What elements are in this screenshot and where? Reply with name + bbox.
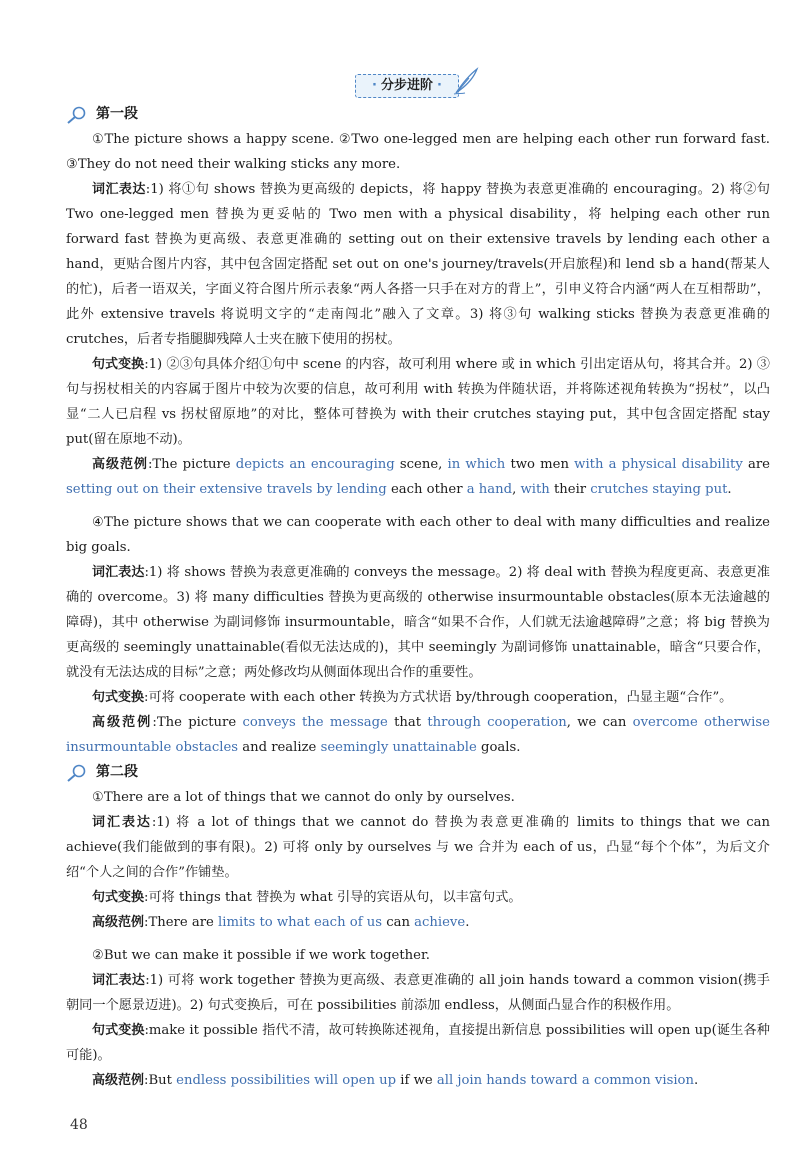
original-sentences: ①The picture shows a happy scene. ②Two one-legged men are helping each other run forward fast. ③They do not need their walking sticks any more.: [66, 132, 770, 172]
example-text: scene,: [394, 457, 448, 472]
example-text: are: [742, 457, 770, 472]
example-highlight: crutches staying put: [590, 482, 728, 497]
example-highlight: limits to what each of us: [218, 915, 383, 930]
original-sentence: ①There are a lot of things that we cannot do only by ourselves.: [92, 790, 515, 805]
vocab-paragraph: 词汇表达:1) 将①句 shows 替换为更高级的 depicts，将 happy 替换为表意更准确的 encouraging。2) 将②句 Two one-legged men 替换为更妥帖的 Two men with a physical disability，将 helping each other run forward fast 替换为更高级、表意更准确的 setting out on their extensive travels by lending each other a hand，更贴合图片内容，其中包含固定搭配 set out on one's journey/travels(开启旅程)和 lend sb a hand(帮某人的忙)，后者一语双关，字面义符合图片所示表象“两人各搭一只手在对方的背上”，引申义符合内涵“两人在互相帮助”，此外 extensive travels 将说明文字的“走南闯北”融入了文章。3) 将③句 walking sticks 替换为表意更准确的 crutches，后者专指腿脚残障人士夹在腋下使用的拐杖。: [66, 182, 770, 347]
syntax-paragraph: 句式变换:可将 things that 替换为 what 引导的宾语从句，以丰富句式。: [92, 890, 522, 905]
vocab-label: 词汇表达: [92, 565, 145, 580]
example-paragraph: 高级范例:There are limits to what each of us can achieve.: [92, 915, 470, 930]
example-label: 高级范例: [92, 457, 148, 472]
syntax-text: make it possible 指代不清，故可转换陈述视角，直接提出新信息 possibilities will open up(诞生各种可能)。: [66, 1023, 770, 1063]
vocab-paragraph: 词汇表达:1) 将 a lot of things that we cannot do 替换为表意更准确的 limits to things that we can achieve(我们能做到的事有限)。2) 可将 only by ourselves 与 we 合并为 each of us，凸显“每个个体”，为后文介绍“个人之间的合作”作铺垫。: [66, 815, 770, 880]
example-label: 高级范例: [92, 715, 153, 730]
example-text: two men: [505, 457, 575, 472]
example-text: The picture: [152, 457, 236, 472]
example-highlight: endless possibilities will open up: [176, 1073, 397, 1088]
section-title: 第一段: [96, 106, 138, 122]
example-text: There are: [148, 915, 219, 930]
banner-dot: ·: [436, 78, 442, 93]
example-label: 高级范例: [92, 915, 145, 930]
page-number: 48: [70, 1117, 88, 1133]
vocab-text: 1) 将 a lot of things that we cannot do 替换为表意更准确的 limits to things that we can achieve(我们能做到的事有限)。2) 可将 only by ourselves 与 we 合并为 each of us，凸显“每个个体”，为后文介绍“个人之间的合作”作铺垫。: [66, 815, 770, 880]
vocab-label: 词汇表达: [92, 182, 146, 197]
syntax-paragraph: 句式变换:可将 cooperate with each other 转换为方式状语 by/through cooperation，凸显主题“合作”。: [92, 690, 733, 705]
magnifier-icon: [66, 106, 90, 124]
example-highlight: overcome otherwise insurmountable obstacles: [66, 715, 770, 755]
example-text: The picture: [156, 715, 243, 730]
vocab-label: 词汇表达: [92, 973, 146, 988]
example-highlight: achieve: [414, 915, 466, 930]
example-text: ,: [512, 482, 521, 497]
syntax-label: 句式变换: [92, 690, 145, 705]
section-banner: [355, 74, 459, 98]
example-highlight: with: [520, 482, 550, 497]
example-highlight: seemingly unattainable: [320, 740, 477, 755]
magnifier-icon: [66, 764, 90, 782]
example-highlight: through cooperation: [427, 715, 567, 730]
section-heading-1: [66, 102, 770, 127]
vocab-label: 词汇表达: [92, 815, 152, 830]
example-text: each other: [386, 482, 467, 497]
vocab-text: 1) 可将 work together 替换为更高级、表意更准确的 all join hands toward a common vision(携手朝同一个愿景迈进)。2) 句式变换后，可在 possibilities 前添加 endless，从侧面凸显合作的积极作用。: [66, 973, 770, 1013]
syntax-text: 可将 cooperate with each other 转换为方式状语 by/through cooperation，凸显主题“合作”。: [148, 690, 733, 705]
example-highlight: in which: [447, 457, 506, 472]
syntax-label: 句式变换: [92, 890, 145, 905]
example-text: .: [465, 915, 470, 930]
example-paragraph: 高级范例:The picture depicts an encouraging scene, in which two men with a physical disability are setting out on their extensive travels by lending each other a hand, with their crutches staying put.: [66, 457, 770, 497]
example-label: 高级范例: [92, 1073, 145, 1088]
section-title: 第二段: [96, 764, 138, 780]
section-heading-2: [66, 760, 770, 785]
banner-title: 分步进阶: [380, 78, 433, 93]
example-text: .: [727, 482, 732, 497]
syntax-paragraph: 句式变换:make it possible 指代不清，故可转换陈述视角，直接提出新信息 possibilities will open up(诞生各种可能)。: [66, 1023, 770, 1063]
quill-icon: [452, 66, 480, 96]
example-highlight: a hand: [466, 482, 513, 497]
original-sentence: ②But we can make it possible if we work together.: [92, 948, 430, 963]
example-highlight: with a physical disability: [574, 457, 743, 472]
banner-dot: ·: [372, 78, 377, 93]
example-text: , we can: [566, 715, 633, 730]
example-text: But: [148, 1073, 177, 1088]
vocab-text: 1) 将①句 shows 替换为更高级的 depicts，将 happy 替换为表意更准确的 encouraging。2) 将②句 Two one-legged men 替换为更妥帖的 Two men with a physical disability，将 helping each other run forward fast 替换为更高级、表意更准确的 setting out on their extensive travels by lending each other a hand，更贴合图片内容，其中包含固定搭配 set out on one's journey/travels(开启旅程)和 lend sb a hand(帮某人的忙)，后者一语双关，字面义符合图片所示表象“两人各搭一只手在对方的背上”，引申义符合内涵“两人在互相帮助”，此外 extensive travels 将说明文字的“走南闯北”融入了文章。3) 将③句 walking sticks 替换为表意更准确的 crutches，后者专指腿脚残障人士夹在腋下使用的拐杖。: [66, 182, 770, 347]
original-sentence: ④The picture shows that we can cooperate with each other to deal with many difficulties and realize big goals.: [66, 515, 770, 555]
example-highlight: all join hands toward a common vision: [436, 1073, 694, 1088]
example-highlight: depicts an encouraging: [235, 457, 395, 472]
example-text: can: [382, 915, 415, 930]
example-text: their: [549, 482, 591, 497]
vocab-paragraph: 词汇表达:1) 可将 work together 替换为更高级、表意更准确的 all join hands toward a common vision(携手朝同一个愿景迈进)。2) 句式变换后，可在 possibilities 前添加 endless，从侧面凸显合作的积极作用。: [66, 973, 770, 1013]
syntax-paragraph: 句式变换:1) ②③句具体介绍①句中 scene 的内容，故可利用 where 或 in which 引出定语从句，将其合并。2) ③句与拐杖相关的内容属于图片中较为次要的信息，故可利用 with 转换为伴随状语，并将陈述视角转换为“拐杖”，以凸显“二人已启程 vs 拐杖留原地”的对比，整体可替换为 with their crutches staying put，其中包含固定搭配 stay put(留在原地不动)。: [66, 357, 770, 447]
example-paragraph: 高级范例:But endless possibilities will open up if we all join hands toward a common vision.: [92, 1073, 699, 1088]
example-highlight: conveys the message: [242, 715, 388, 730]
vocab-text: 1) 将 shows 替换为表意更准确的 conveys the message。2) 将 deal with 替换为程度更高、表意更准确的 overcome。3) 将 many difficulties 替换为更高级的 otherwise insurmountable obstacles(原本无法逾越的障碍)，其中 otherwise 为副词修饰 insurmountable，暗含“如果不合作，人们就无法逾越障碍”之意；将 big 替换为更高级的 seemingly unattainable(看似无法达成的)，其中 seemingly 为副词修饰 unattainable，暗含“只要合作，就没有无法达成的目标”之意；两处修改均从侧面体现出合作的重要性。: [66, 565, 770, 680]
example-highlight: setting out on their extensive travels by lending: [66, 482, 387, 497]
example-text: that: [387, 715, 428, 730]
example-text: goals.: [476, 740, 521, 755]
syntax-label: 句式变换: [92, 1023, 145, 1038]
syntax-label: 句式变换: [92, 357, 145, 372]
syntax-text: 1) ②③句具体介绍①句中 scene 的内容，故可利用 where 或 in which 引出定语从句，将其合并。2) ③句与拐杖相关的内容属于图片中较为次要的信息，故可利用 with 转换为伴随状语，并将陈述视角转换为“拐杖”，以凸显“二人已启程 vs 拐杖留原地”的对比，整体可替换为 with their crutches staying put，其中包含固定搭配 stay put(留在原地不动)。: [66, 357, 770, 447]
example-paragraph: 高级范例:The picture conveys the message that through cooperation, we can overcome otherwise insurmountable obstacles and realize seemingly unattainable goals.: [66, 715, 770, 755]
example-text: and realize: [238, 740, 321, 755]
example-text: .: [694, 1073, 699, 1088]
content: [66, 102, 770, 1093]
vocab-paragraph: 词汇表达:1) 将 shows 替换为表意更准确的 conveys the message。2) 将 deal with 替换为程度更高、表意更准确的 overcome。3) 将 many difficulties 替换为更高级的 otherwise insurmountable obstacles(原本无法逾越的障碍)，其中 otherwise 为副词修饰 insurmountable，暗含“如果不合作，人们就无法逾越障碍”之意；将 big 替换为更高级的 seemingly unattainable(看似无法达成的)，其中 seemingly 为副词修饰 unattainable，暗含“只要合作，就没有无法达成的目标”之意；两处修改均从侧面体现出合作的重要性。: [66, 565, 770, 680]
syntax-text: 可将 things that 替换为 what 引导的宾语从句，以丰富句式。: [148, 890, 522, 905]
example-text: if we: [396, 1073, 437, 1088]
